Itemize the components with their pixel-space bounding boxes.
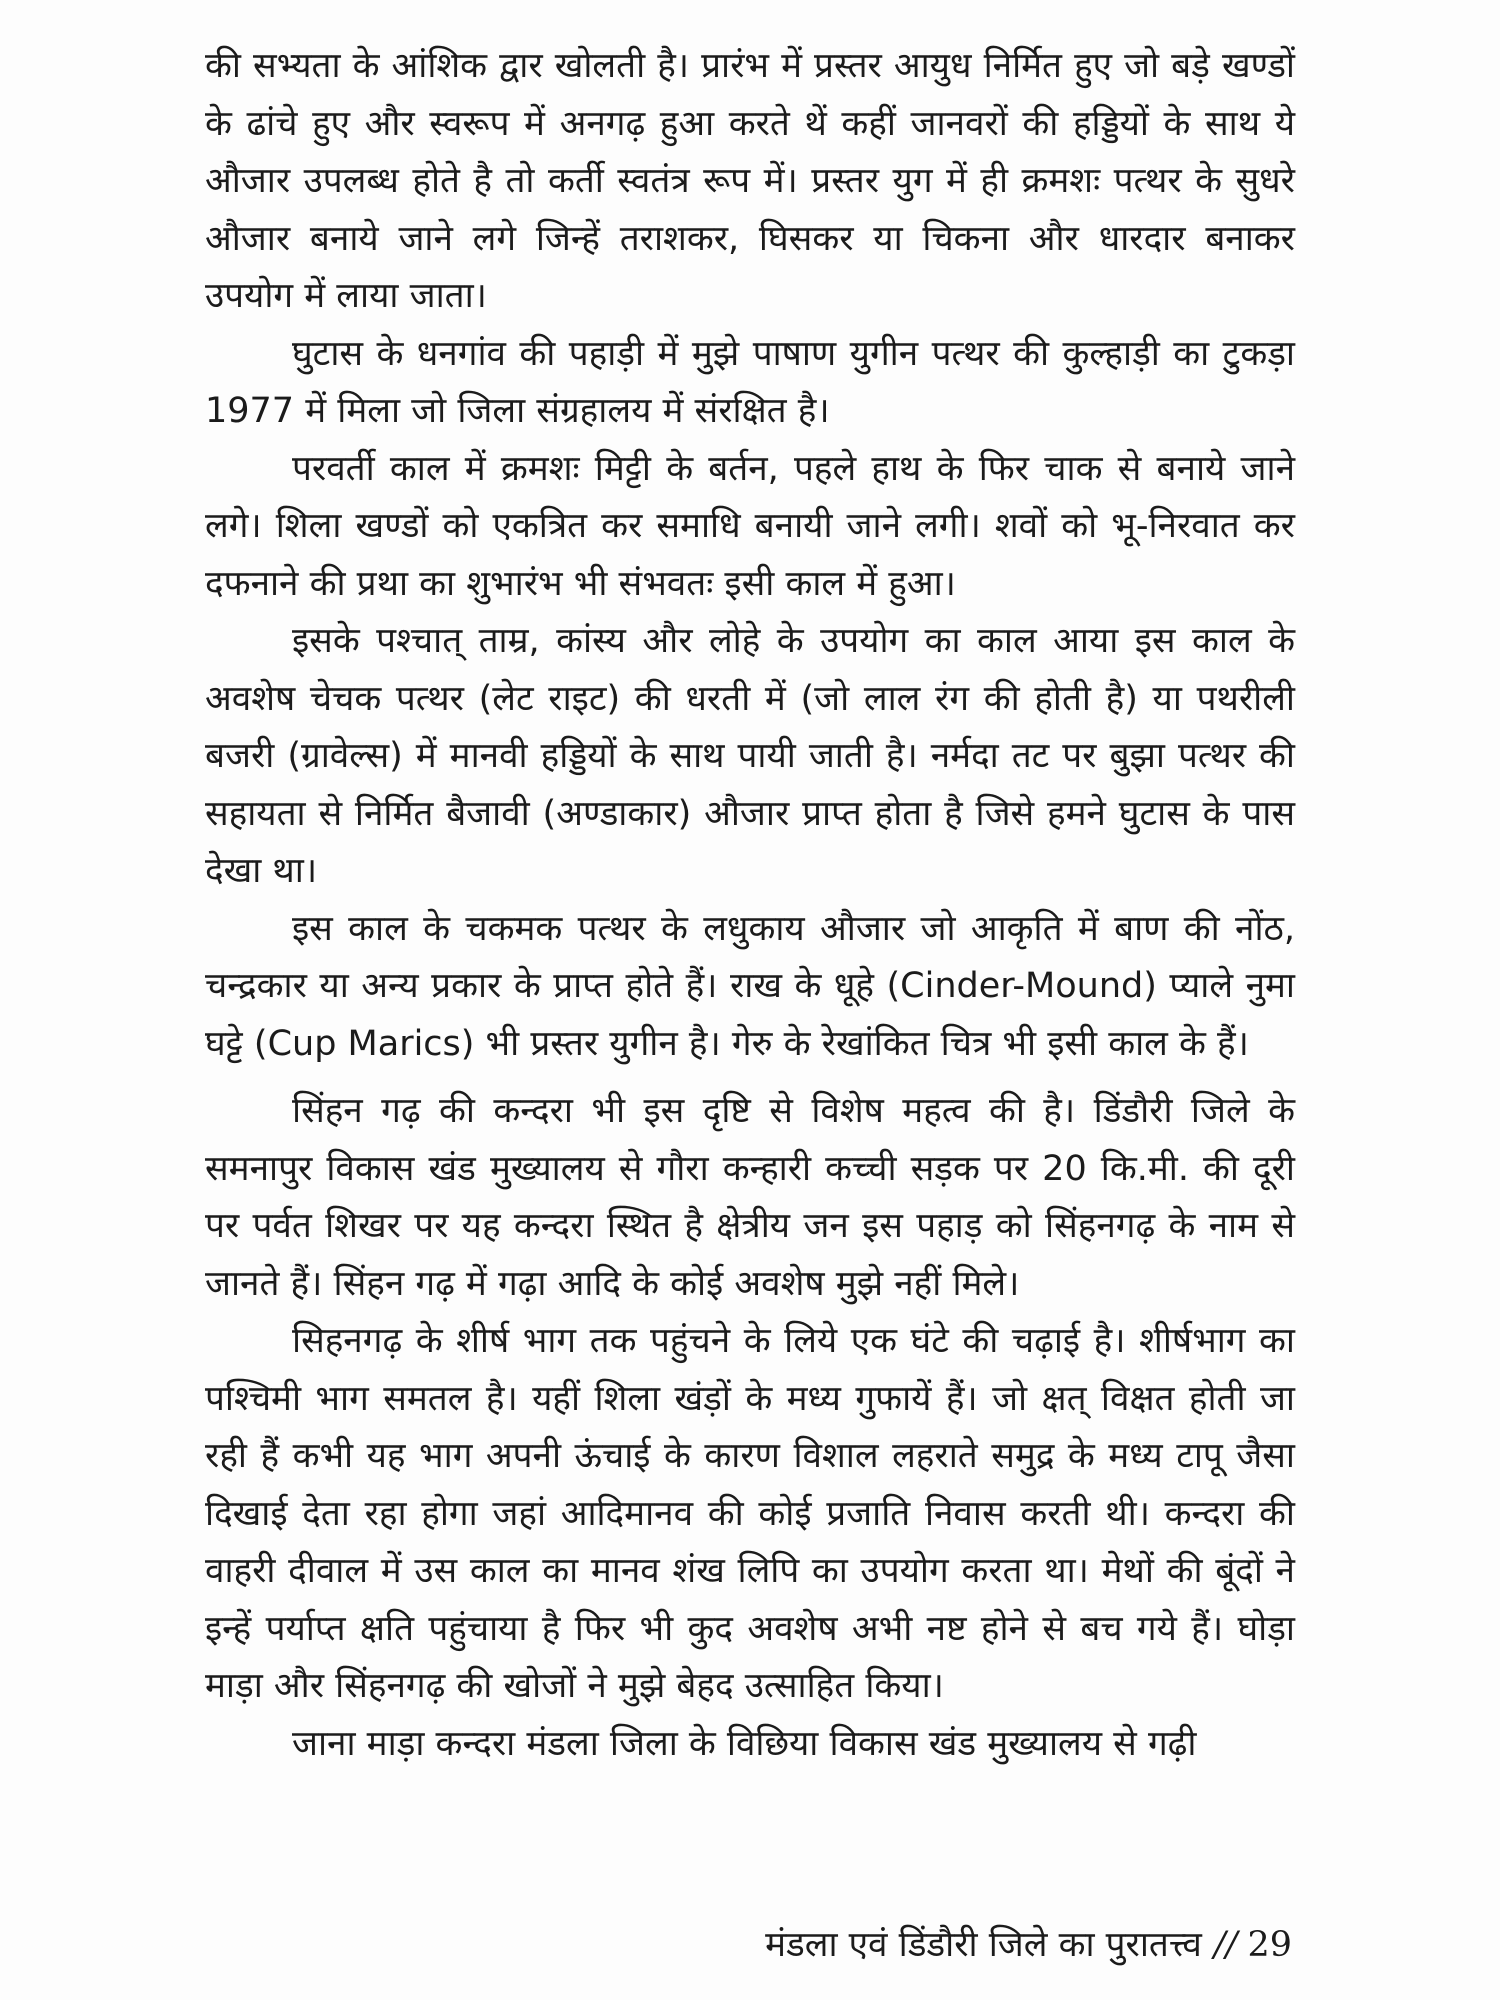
paragraph-2: घुटास के धनगांव की पहाड़ी में मुझे पाषाण युगीन पत्थर की कुल्हाड़ी का टुकड़ा 1977 में मिला जो जिला संग्रहालय में संरक्षित है। (205, 333, 1295, 431)
footer-separator: // (1213, 1925, 1238, 1965)
paragraph-6: सिंहन गढ़ की कन्दरा भी इस दृष्टि से विशेष महत्व की है। डिंडौरी जिले के समनापुर विकास खंड मुख्यालय से गौरा कन्हारी कच्ची सड़क पर 20 कि.मी. की दूरी पर पर्वत शिखर पर यह कन्दरा स्थित है क्षेत्रीय जन इस पहाड़ को सिंहनगढ़ के नाम से जानते हैं। सिंहन गढ़ में गढ़ा आदि के कोई अवशेष मुझे नहीं मिले। (205, 1091, 1295, 1304)
footer-title: मंडला एवं डिंडौरी जिले का पुरातत्त्व (765, 1925, 1202, 1965)
page-footer (765, 1920, 1292, 1967)
paragraph-8: जाना माड़ा कन्दरा मंडला जिला के विछिया विकास खंड मुख्यालय से गढ़ी (292, 1723, 1197, 1764)
paragraph-3: परवर्ती काल में क्रमशः मिट्टी के बर्तन, पहले हाथ के फिर चाक से बनाये जाने लगे। शिला खण्डों को एकत्रित कर समाधि बनायी जाने लगी। शवों को भू-निरवात कर दफनाने की प्रथा का शुभारंभ भी संभवतः इसी काल में हुआ। (205, 448, 1295, 604)
paragraph-5: इस काल के चकमक पत्थर के लधुकाय औजार जो आकृति में बाण की नोंठ, चन्द्रकार या अन्य प्रकार के प्राप्त होते हैं। राख के धूहे (Cinder-Mound) प्याले नुमा घट्टे (Cup Marics) भी प्रस्तर युगीन है। गेरु के रेखांकित चित्र भी इसी काल के हैं। (205, 908, 1295, 1064)
page-number: 29 (1247, 1925, 1292, 1965)
paragraph-1: की सभ्यता के आंशिक द्वार खोलती है। प्रारंभ में प्रस्तर आयुध निर्मित हुए जो बड़े खण्डों के ढांचे हुए और स्वरूप में अनगढ़ हुआ करते थें कहीं जानवरों की हड्डियों के साथ ये औजार उपलब्ध होते है तो कर्ती स्वतंत्र रूप में। प्रस्तर युग में ही क्रमशः पत्थर के सुधरे औजार बनाये जाने लगे जिन्हें तराशकर, घिसकर या चिकना और धारदार बनाकर उपयोग में लाया जाता। (205, 46, 1295, 316)
paragraph-7: सिहनगढ़ के शीर्ष भाग तक पहुंचने के लिये एक घंटे की चढ़ाई है। शीर्षभाग का पश्चिमी भाग समतल है। यहीं शिला खंड़ों के मध्य गुफायें हैं। जो क्षत् विक्षत होती जा रही हैं कभी यह भाग अपनी ऊंचाई के कारण विशाल लहराते समुद्र के मध्य टापू जैसा दिखाई देता रहा होगा जहां आदिमानव की कोई प्रजाति निवास करती थी। कन्दरा की वाहरी दीवाल में उस काल का मानव शंख लिपि का उपयोग करता था। मेथों की बूंदों ने इन्हें पर्याप्त क्षति पहुंचाया है फिर भी कुद अवशेष अभी नष्ट होने से बच गये हैं। घोड़ा माड़ा और सिंहनगढ़ की खोजों ने मुझे बेहद उत्साहित किया। (205, 1321, 1295, 1706)
body-text (205, 38, 1295, 1773)
paragraph-4: इसके पश्चात् ताम्र, कांस्य और लोहे के उपयोग का काल आया इस काल के अवशेष चेचक पत्थर (लेट राइट) की धरती में (जो लाल रंग की होती है) या पथरीली बजरी (ग्रावेल्स) में मानवी हड्डियों के साथ पायी जाती है। नर्मदा तट पर बुझा पत्थर की सहायता से निर्मित बैजावी (अण्डाकार) औजार प्राप्त होता है जिसे हमने घुटास के पास देखा था। (205, 621, 1295, 891)
